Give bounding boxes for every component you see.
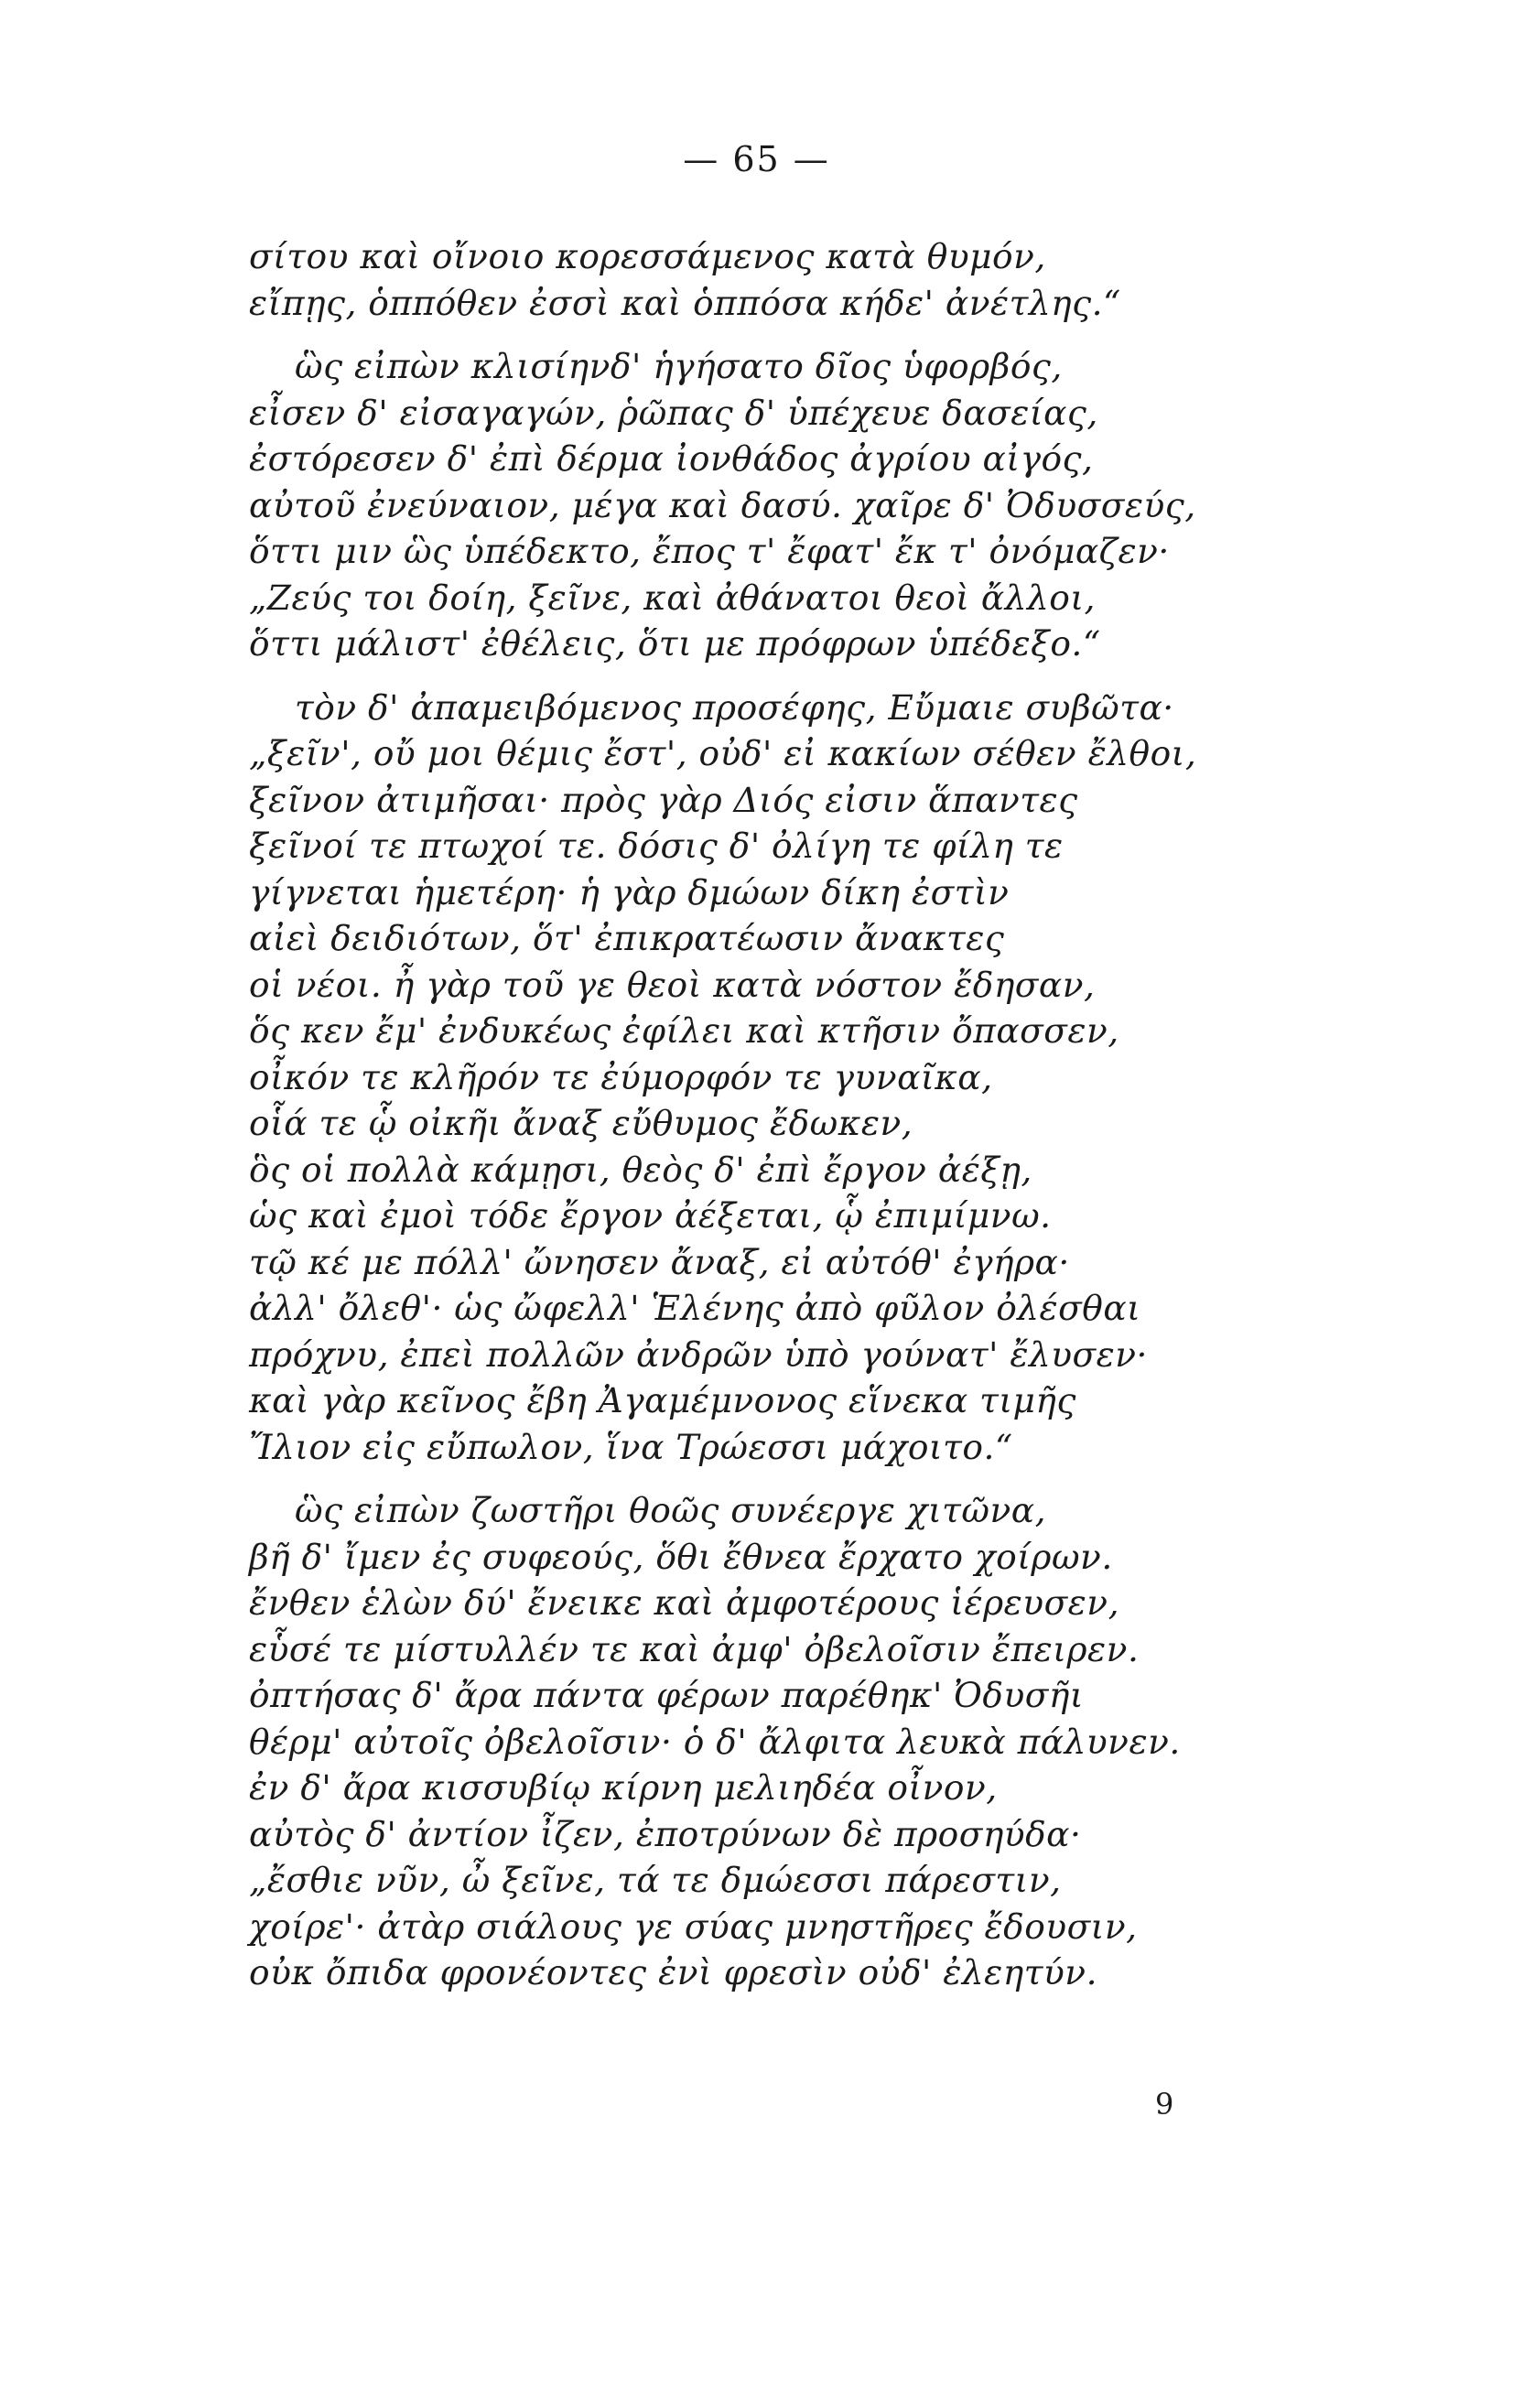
signature-mark: 9	[1155, 2087, 1174, 2122]
verse-line: ὃς οἱ πολλὰ κάμῃσι, θεὸς δ' ἐπὶ ἔργον ἀέξῃ,	[249, 1149, 1032, 1190]
verse-line: αὐτὸς δ' ἀντίον ἶζεν, ἐποτρύνων δὲ προσηύδα·	[249, 1813, 1082, 1854]
verse-line: οἱ νέοι. ἦ γὰρ τοῦ γε θεοὶ κατὰ νόστον ἔδησαν,	[249, 964, 1096, 1005]
verse-line: ξεῖνον ἀτιμῆσαι· πρὸς γὰρ Διός εἰσιν ἅπαντες	[249, 779, 1078, 820]
verse-line: „ἔσθιε νῦν, ὦ ξεῖνε, τά τε δμώεσσι πάρεστιν,	[249, 1860, 1062, 1900]
verse-line: ἀλλ' ὄλεθ'· ὡς ὤφελλ' Ἑλένης ἀπὸ φῦλον ὀλέσθαι	[249, 1288, 1141, 1328]
verse-line: „ξεῖν', οὔ μοι θέμις ἔστ', οὐδ' εἰ κακίων σέθεν ἔλθοι,	[249, 733, 1197, 773]
verse-line: ὡς καὶ ἐμοὶ τόδε ἔργον ἀέξεται, ᾧ ἐπιμίμνω.	[249, 1195, 1052, 1236]
verse-line: γίγνεται ἡμετέρη· ἡ γὰρ δμώων δίκη ἐστὶν	[249, 871, 1010, 912]
verse-line: οὐκ ὄπιδα φρονέοντες ἐνὶ φρεσὶν οὐδ' ἐλεητύν.	[249, 1952, 1098, 1992]
verse-line: ἔνθεν ἑλὼν δύ' ἔνεικε καὶ ἀμφοτέρους ἱέρευσεν,	[249, 1582, 1120, 1623]
verse-line: „Ζεύς τοι δοίη, ξεῖνε, καὶ ἀθάνατοι θεοὶ ἄλλοι,	[249, 577, 1096, 618]
poem-text	[249, 233, 1283, 1996]
verse-line: βῆ δ' ἴμεν ἐς συφεούς, ὅθι ἔθνεα ἔρχατο χοίρων.	[249, 1536, 1113, 1577]
verse-line: αὐτοῦ ἐνεύναιον, μέγα καὶ δασύ. χαῖρε δ' Ὀδυσσεύς,	[249, 484, 1196, 525]
verse-line: ὀπτήσας δ' ἄρα πάντα φέρων παρέθηκ' Ὀδυσῆι	[249, 1675, 1085, 1715]
verse-line: ὣς εἰπὼν κλισίηνδ' ἡγήσατο δῖος ὑφορβός,	[295, 346, 1063, 386]
verse-line: τῷ κέ με πόλλ' ὤνησεν ἄναξ, εἰ αὐτόθ' ἐγήρα·	[249, 1241, 1070, 1282]
verse-line: εὗσέ τε μίστυλλέν τε καὶ ἀμφ' ὀβελοῖσιν ἔπειρεν.	[249, 1628, 1140, 1669]
verse-line: Ἴλιον εἰς εὔπωλον, ἵνα Τρώεσσι μάχοιτο.“	[249, 1426, 1013, 1467]
verse-line: ὅττι μιν ὣς ὑπέδεκτο, ἔπος τ' ἔφατ' ἔκ τ' ὀνόμαζεν·	[249, 531, 1170, 571]
page-number: — 65 —	[683, 139, 830, 179]
verse-line: πρόχνυ, ἐπεὶ πολλῶν ἀνδρῶν ὑπὸ γούνατ' ἔλυσεν·	[249, 1334, 1148, 1375]
verse-line: θέρμ' αὐτοῖς ὀβελοῖσιν· ὁ δ' ἄλφιτα λευκὰ πάλυνεν.	[249, 1721, 1181, 1762]
verse-line: ξεῖνοί τε πτωχοί τε. δόσις δ' ὀλίγη τε φίλη τε	[249, 826, 1064, 866]
verse-line: σίτου καὶ οἴνοιο κορεσσάμενος κατὰ θυμόν,	[249, 236, 1046, 276]
verse-line: χοίρε'· ἀτὰρ σιάλους γε σύας μνηστῆρες ἔδουσιν,	[249, 1906, 1138, 1947]
verse-line: εἴπῃς, ὁππόθεν ἐσσὶ καὶ ὁππόσα κήδε' ἀνέτλης.“	[249, 282, 1121, 323]
verse-line: καὶ γὰρ κεῖνος ἔβη Ἀγαμέμνονος εἵνεκα τιμῆς	[249, 1380, 1076, 1420]
verse-line: ὅττι μάλιστ' ἐθέλεις, ὅτι με πρόφρων ὑπέδεξο.“	[249, 623, 1101, 664]
verse-line: ἐστόρεσεν δ' ἐπὶ δέρμα ἰονθάδος ἀγρίου αἰγός,	[249, 438, 1094, 479]
verse-line: ἐν δ' ἄρα κισσυβίῳ κίρνη μελιηδέα οἶνον,	[249, 1767, 998, 1808]
verse-line: ὅς κεν ἔμ' ἐνδυκέως ἐφίλει καὶ κτῆσιν ὄπασσεν,	[249, 1010, 1119, 1051]
verse-line: τὸν δ' ἀπαμειβόμενος προσέφης, Εὔμαιε συβῶτα·	[295, 686, 1174, 728]
verse-line: οἶκόν τε κλῆρόν τε ἐύμορφόν τε γυναῖκα,	[249, 1056, 993, 1097]
verse-line: ὣς εἰπὼν ζωστῆρι θοῶς συνέεργε χιτῶνα,	[295, 1490, 1047, 1530]
verse-line: αἰεὶ δειδιότων, ὅτ' ἐπικρατέωσιν ἄνακτες	[249, 918, 1005, 958]
verse-line: εἶσεν δ' εἰσαγαγών, ῥῶπας δ' ὑπέχευε δασείας,	[249, 392, 1098, 433]
verse-line: οἷά τε ᾧ οἰκῆι ἄναξ εὔθυμος ἔδωκεν,	[249, 1103, 913, 1143]
